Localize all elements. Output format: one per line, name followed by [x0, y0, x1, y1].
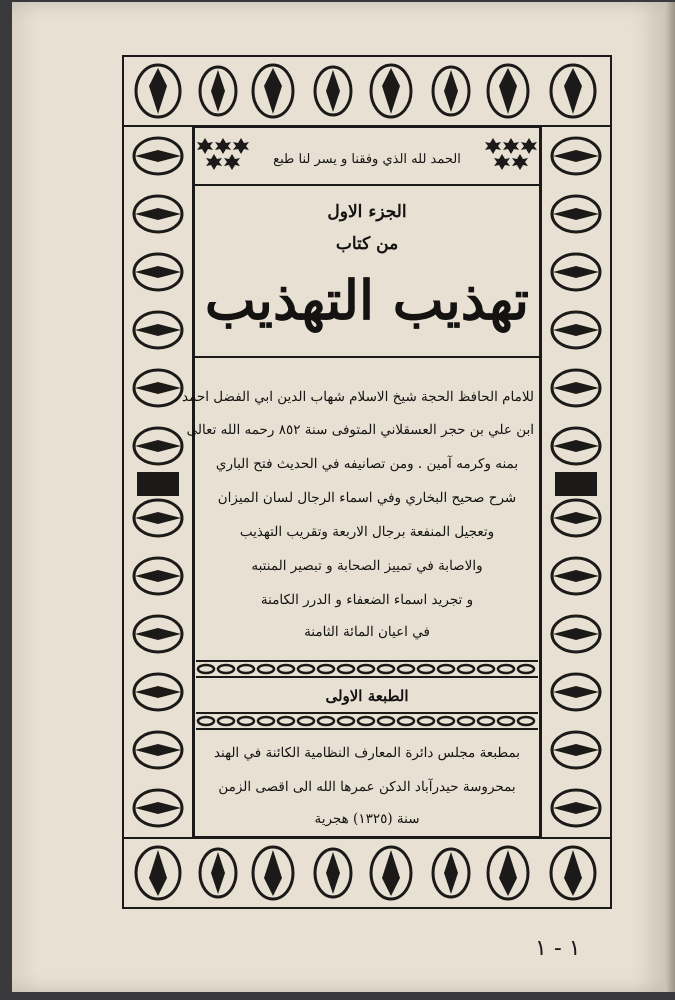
ornament-left-band — [123, 126, 193, 838]
inner-text-frame — [182, 126, 541, 838]
author-line: ابن علي بن حجر العسقلاني المتوفى سنة ٨٥٢ رحمه الله تعالى — [186, 422, 534, 438]
author-line: و تجريد اسماء الضعفاء و الدرر الكامنة — [260, 592, 474, 608]
author-line: وتعجيل المنفعة برجال الاربعة وتقريب التهذيب — [239, 524, 495, 540]
volume-label: الجزء الاول — [327, 202, 407, 222]
publisher-line: بمطبعة مجلس دائرة المعارف النظامية الكائنة في الهند — [213, 745, 521, 761]
page-number: ١ - ١ — [535, 936, 581, 961]
ornament-top-band — [123, 56, 611, 126]
page-edge — [665, 2, 675, 992]
praise-line: الحمد لله الذي وفقنا و يسر لنا طبع — [273, 152, 461, 167]
author-line: والاصابة في تمييز الصحابة و تبصير المنتبه — [251, 558, 483, 574]
edition-label: الطبعة الاولى — [325, 687, 409, 705]
ornament-right-band — [541, 126, 611, 838]
divider-title — [195, 356, 539, 358]
from-book-label: من كتاب — [335, 234, 399, 254]
chain-ornament-upper — [196, 660, 538, 678]
publisher-line: بمحروسة حيدرآباد الدكن عمرها الله الى اقصى الزمن — [218, 779, 516, 795]
author-line: في اعيان المائة الثامنة — [304, 624, 430, 640]
chain-ornament-lower — [196, 712, 538, 730]
author-line: بمنه وكرمه آمين . ومن تصانيفه في الحديث فتح الباري — [215, 456, 519, 472]
author-line: للامام الحافظ الحجة شيخ الاسلام شهاب الدين ابي الفضل احمد — [182, 389, 534, 405]
divider-top — [195, 184, 539, 186]
book-title: تهذيب التهذيب — [204, 268, 530, 332]
publication-year: سنة (١٣٢٥) هجرية — [314, 811, 420, 827]
ornament-bottom-band — [123, 838, 611, 908]
author-line: شرح صحيح البخاري وفي اسماء الرجال لسان الميزان — [217, 490, 517, 506]
